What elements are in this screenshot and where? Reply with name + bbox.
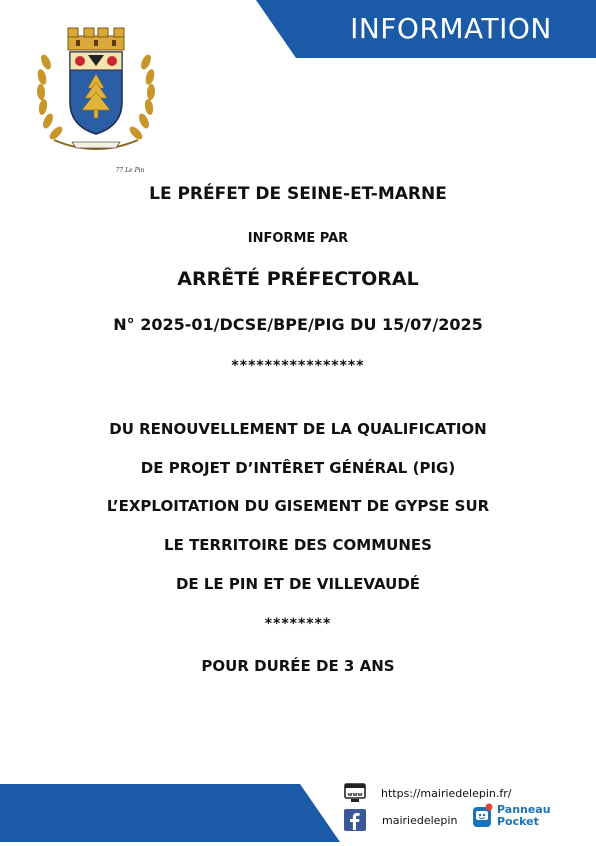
notice-issuer: LE PRÉFET DE SEINE-ET-MARNE	[149, 184, 447, 204]
www-icon	[344, 783, 366, 803]
municipal-crest	[32, 22, 160, 174]
panneau-pocket-label-2: Pocket	[497, 815, 539, 828]
notice-subject-line-1: DU RENOUVELLEMENT DE LA QUALIFICATION	[109, 420, 487, 438]
notice-separator-long: ****************	[231, 358, 365, 374]
banner-label: INFORMATION	[350, 12, 552, 45]
facebook-icon	[344, 809, 366, 831]
notice-separator-short: ********	[264, 616, 332, 632]
notice-subject-line-3: L’EXPLOITATION DU GISEMENT DE GYPSE SUR	[106, 497, 490, 515]
information-banner	[256, 0, 596, 58]
notice-duration: POUR DURÉE DE 3 ANS	[201, 657, 395, 675]
footer-banner	[0, 784, 340, 842]
notice-informs: INFORME PAR	[247, 231, 349, 246]
website-link[interactable]: https://mairiedelepin.fr/	[381, 786, 512, 800]
notice-subject-line-4: LE TERRITOIRE DES COMMUNES	[164, 536, 432, 554]
notice-act-number: N° 2025-01/DCSE/BPE/PIG DU 15/07/2025	[113, 315, 483, 334]
notice-subject-line-2: DE PROJET D’INTÊRET GÉNÉRAL (PIG)	[140, 459, 456, 477]
footer-website[interactable]	[344, 783, 511, 803]
panneau-pocket-icon	[472, 803, 494, 829]
notice-act-type: ARRÊTÉ PRÉFECTORAL	[177, 268, 419, 290]
footer-panneau-pocket[interactable]	[472, 803, 551, 829]
footer-facebook[interactable]	[344, 809, 457, 831]
panneau-pocket-label-1: Panneau	[497, 803, 551, 816]
facebook-link[interactable]: mairiedelepin	[382, 813, 458, 827]
notice-subject-line-5: DE LE PIN ET DE VILLEVAUDÉ	[175, 575, 421, 593]
svg-text:www: www	[347, 792, 363, 798]
crest-motto: 77 Le Pin	[115, 167, 145, 174]
